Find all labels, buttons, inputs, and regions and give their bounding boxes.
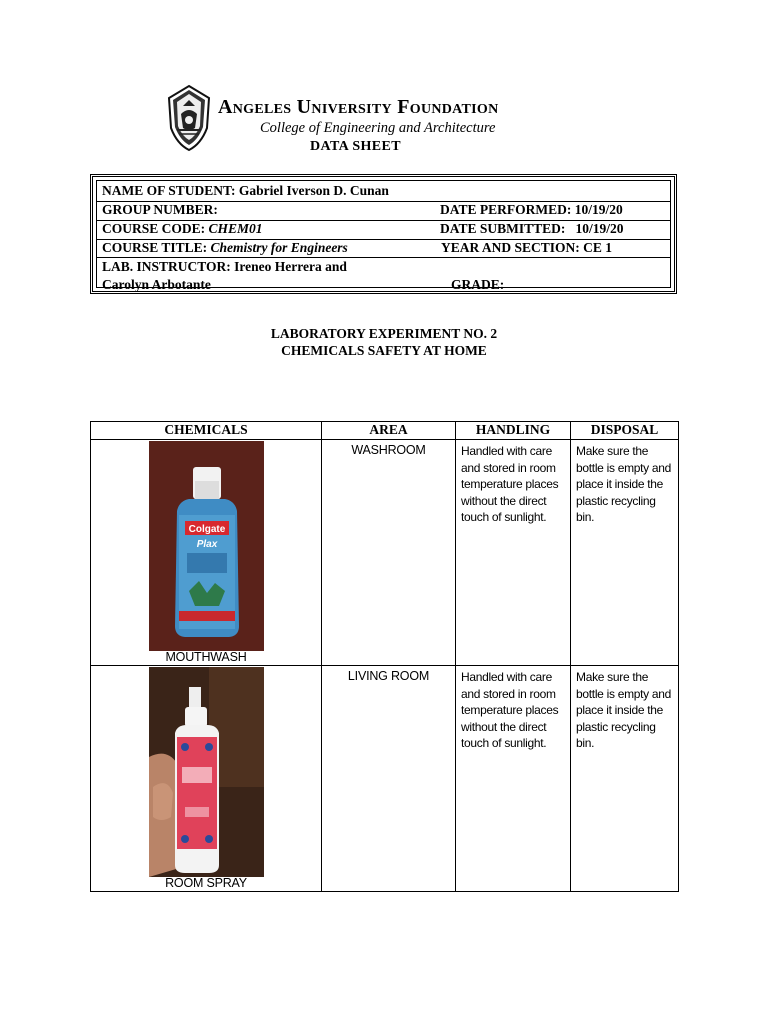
chemical-name: MOUTHWASH bbox=[165, 650, 247, 664]
document-header bbox=[0, 84, 768, 164]
experiment-number: LABORATORY EXPERIMENT NO. 2 bbox=[270, 326, 498, 341]
room-spray-photo bbox=[149, 667, 264, 877]
header-disposal: DISPOSAL bbox=[571, 422, 679, 440]
handling-value: Handled with care and stored in room temperature places without the direct touch of sunlight. bbox=[461, 444, 559, 524]
table-row bbox=[91, 666, 679, 892]
handling-cell bbox=[456, 666, 571, 892]
college-name: College of Engineering and Architecture bbox=[260, 120, 496, 136]
chemical-cell bbox=[91, 440, 322, 666]
chemicals-table bbox=[90, 421, 679, 892]
date-submitted-value: 10/19/20 bbox=[575, 221, 624, 236]
handling-cell bbox=[456, 440, 571, 666]
area-value: LIVING ROOM bbox=[347, 669, 430, 683]
student-info-box bbox=[90, 174, 677, 294]
course-title-value: Chemistry for Engineers bbox=[210, 240, 348, 255]
mouthwash-product-label: Plax bbox=[196, 539, 218, 550]
table-header-row bbox=[91, 422, 679, 440]
instructor-value-line2: Carolyn Arbotante bbox=[102, 277, 211, 292]
header-chemicals: CHEMICALS bbox=[91, 422, 322, 440]
chemical-cell bbox=[91, 666, 322, 892]
disposal-value: Make sure the bottle is empty and place it inside the plastic recycling bin. bbox=[576, 444, 672, 524]
disposal-value: Make sure the bottle is empty and place it inside the plastic recycling bin. bbox=[576, 670, 672, 750]
disposal-cell bbox=[571, 666, 679, 892]
date-performed-value: 10/19/20 bbox=[574, 202, 623, 217]
mouthwash-photo bbox=[149, 441, 264, 651]
instructor-label: LAB. INSTRUCTOR: bbox=[102, 259, 231, 274]
handling-value: Handled with care and stored in room temperature places without the direct touch of sunlight. bbox=[461, 670, 559, 750]
date-performed-label: DATE PERFORMED: bbox=[440, 202, 572, 217]
experiment-title: CHEMICALS SAFETY AT HOME bbox=[281, 343, 487, 358]
year-section-label: YEAR AND SECTION: bbox=[441, 240, 580, 255]
course-code-value: CHEM01 bbox=[208, 221, 263, 236]
university-name: Angeles University Foundation bbox=[218, 96, 499, 118]
university-seal-icon bbox=[165, 84, 213, 152]
disposal-cell bbox=[571, 440, 679, 666]
table-row bbox=[91, 440, 679, 666]
course-title-label: COURSE TITLE: bbox=[102, 240, 208, 255]
course-code-label: COURSE CODE: bbox=[102, 221, 206, 236]
student-name-value: Gabriel Iverson D. Cunan bbox=[238, 183, 389, 198]
area-cell bbox=[322, 666, 456, 892]
sheet-title: DATA SHEET bbox=[310, 139, 402, 154]
chemical-name: ROOM SPRAY bbox=[165, 876, 247, 890]
grade-label: GRADE: bbox=[451, 277, 505, 292]
instructor-value-line1: Ireneo Herrera and bbox=[234, 259, 347, 274]
student-name-label: NAME OF STUDENT: bbox=[102, 183, 236, 198]
date-submitted-label: DATE SUBMITTED: bbox=[440, 221, 566, 236]
header-area: AREA bbox=[322, 422, 456, 440]
header-handling: HANDLING bbox=[456, 422, 571, 440]
group-number-label: GROUP NUMBER: bbox=[102, 202, 218, 217]
area-cell bbox=[322, 440, 456, 666]
mouthwash-brand-label: Colgate bbox=[188, 524, 226, 535]
year-section-value: CE 1 bbox=[583, 240, 613, 255]
area-value: WASHROOM bbox=[351, 443, 426, 457]
